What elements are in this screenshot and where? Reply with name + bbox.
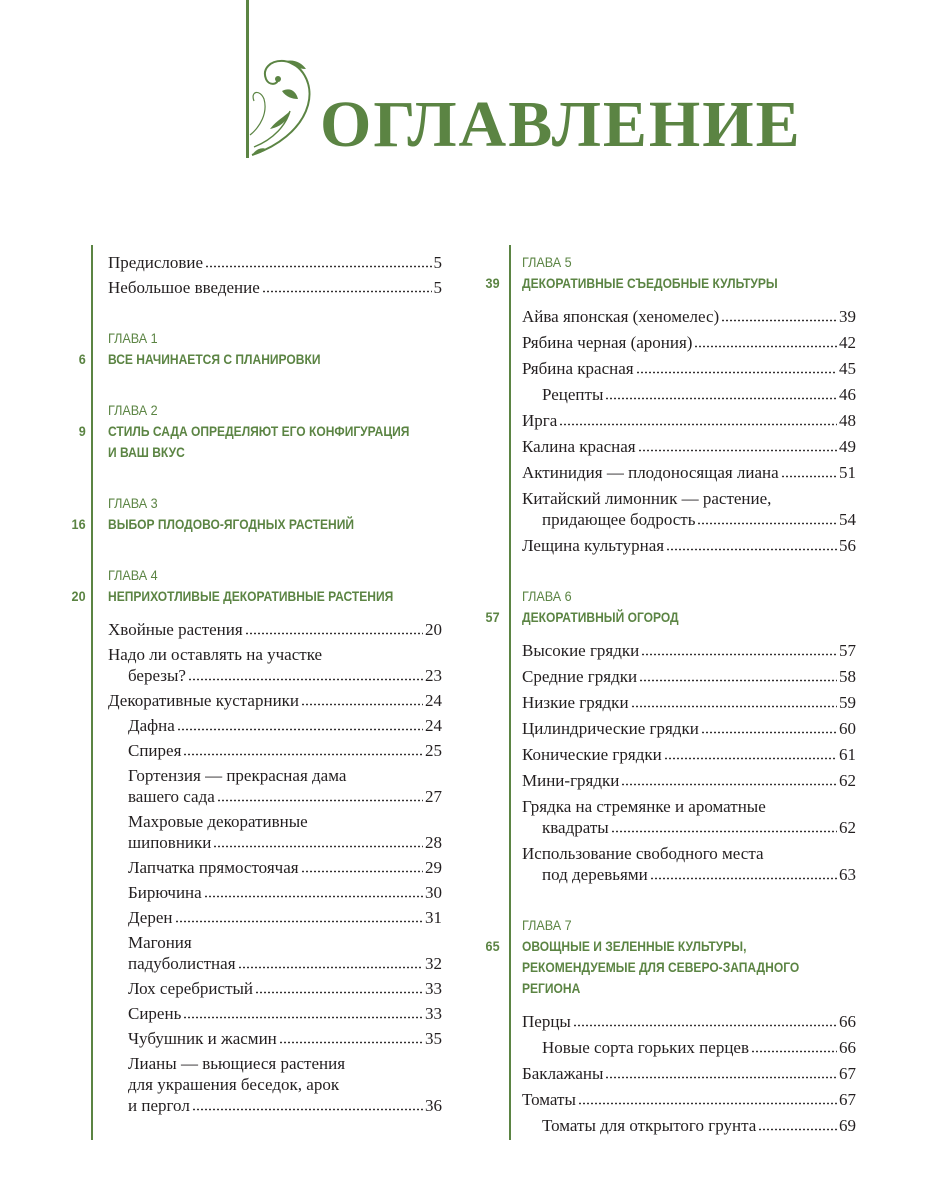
toc-entry-text: Айва японская (хеномелес) xyxy=(522,307,720,326)
dot-leader xyxy=(639,679,837,682)
dot-leader xyxy=(175,920,424,923)
toc-entry-text: Средние грядки xyxy=(522,667,638,686)
toc-entry-text: Лапчатка прямостоячая xyxy=(128,858,299,877)
dot-leader xyxy=(666,548,837,551)
floral-ornament-icon xyxy=(246,55,326,160)
dot-leader xyxy=(238,966,423,969)
toc-entry[interactable] xyxy=(108,619,442,640)
toc-entry-line xyxy=(522,410,856,431)
toc-entry-line xyxy=(522,1063,856,1084)
toc-entry[interactable] xyxy=(522,796,856,838)
toc-entry[interactable] xyxy=(108,857,442,878)
toc-entry[interactable] xyxy=(522,1011,856,1032)
toc-page-number: 58 xyxy=(839,667,856,686)
toc-entry[interactable] xyxy=(108,715,442,736)
toc-entry[interactable] xyxy=(522,1037,856,1058)
toc-entry-text: Перцы xyxy=(522,1012,571,1031)
toc-entry-line xyxy=(108,690,442,711)
chapter-heading[interactable] xyxy=(78,328,442,370)
toc-page-number: 54 xyxy=(839,510,856,529)
toc-entry[interactable] xyxy=(108,1028,442,1049)
toc-entry[interactable] xyxy=(522,462,856,483)
dot-leader xyxy=(192,1108,423,1111)
toc-entry-text: Хвойные растения xyxy=(108,620,243,639)
toc-entry-text: Предисловие xyxy=(108,253,204,272)
toc-page-number: 46 xyxy=(839,385,856,404)
toc-entry[interactable] xyxy=(522,744,856,765)
toc-page-number: 48 xyxy=(839,411,856,430)
toc-entry-line xyxy=(522,817,856,838)
toc-entry[interactable] xyxy=(522,306,856,327)
toc-entry-text: Бирючина xyxy=(128,883,202,902)
toc-entry-text: под деревьями xyxy=(542,865,648,884)
toc-entry-line xyxy=(522,692,856,713)
toc-entry-text: придающее бодрость xyxy=(542,510,696,529)
toc-entry-line xyxy=(128,907,442,928)
dot-leader xyxy=(721,319,837,322)
toc-entry[interactable] xyxy=(108,932,442,974)
toc-entry-text: Махровые декоративные xyxy=(128,812,308,831)
toc-entry-text: Сирень xyxy=(128,1004,182,1023)
chapter-label: ГЛАВА 5 xyxy=(522,254,572,270)
toc-page-number: 69 xyxy=(839,1116,856,1135)
dot-leader xyxy=(636,371,837,374)
toc-entry-text: Ирга xyxy=(522,411,558,430)
toc-page-number: 57 xyxy=(839,641,856,660)
toc-entry-text: Рябина красная xyxy=(522,359,634,378)
page-title: ОГЛАВЛЕНИЕ xyxy=(320,88,802,161)
toc-entry-text: Баклажаны xyxy=(522,1064,604,1083)
toc-entry[interactable] xyxy=(522,358,856,379)
toc-entry-text: Надо ли оставлять на участке xyxy=(108,645,323,664)
dot-leader xyxy=(204,895,423,898)
chapter-page-number: 6 xyxy=(78,351,86,367)
toc-entry-line xyxy=(522,332,856,353)
toc-page-number: 29 xyxy=(425,858,442,877)
dot-leader xyxy=(751,1050,837,1053)
toc-entry[interactable] xyxy=(108,765,442,807)
toc-entry[interactable] xyxy=(108,811,442,853)
dot-leader xyxy=(255,991,423,994)
toc-entry-line xyxy=(522,640,856,661)
toc-entry-line xyxy=(522,509,856,530)
toc-entry-text: Конические грядки xyxy=(522,745,662,764)
toc-entry-text: Чубушник и жасмин xyxy=(128,1029,277,1048)
chapter-label: ГЛАВА 1 xyxy=(108,330,158,346)
toc-entry-text: Небольшое введение xyxy=(108,278,260,297)
toc-entry-text: Декоративные кустарники xyxy=(108,691,300,710)
toc-entry-line xyxy=(522,864,856,885)
toc-entry[interactable] xyxy=(108,740,442,761)
chapter-page-number: 57 xyxy=(485,609,500,625)
dot-leader xyxy=(301,703,423,706)
toc-entry-line xyxy=(522,358,856,379)
toc-entry-line xyxy=(108,252,442,273)
dot-leader xyxy=(638,449,837,452)
toc-page-number: 66 xyxy=(839,1038,856,1057)
toc-entry[interactable] xyxy=(522,843,856,885)
dot-leader xyxy=(183,753,423,756)
toc-entry-line xyxy=(128,1003,442,1024)
toc-entry-line xyxy=(128,740,442,761)
toc-entry-text: Высокие грядки xyxy=(522,641,640,660)
chapter-title: ДЕКОРАТИВНЫЙ ОГОРОД xyxy=(522,609,679,625)
dot-leader xyxy=(758,1128,837,1131)
toc-page-number: 56 xyxy=(839,536,856,555)
dot-leader xyxy=(605,1076,837,1079)
toc-entry[interactable] xyxy=(522,384,856,405)
toc-entry-text: Цилиндрические грядки xyxy=(522,719,699,738)
chapter-page-number: 20 xyxy=(71,588,86,604)
toc-entry[interactable] xyxy=(522,1063,856,1084)
toc-entry-text: Китайский лимонник — растение, xyxy=(522,489,772,508)
chapter-title: РЕКОМЕНДУЕМЫЕ ДЛЯ СЕВЕРО-ЗАПАДНОГО xyxy=(522,959,800,975)
toc-page-number: 51 xyxy=(839,463,856,482)
toc-page-number: 59 xyxy=(839,693,856,712)
toc-page-number: 66 xyxy=(839,1012,856,1031)
toc-entry-text: Рябина черная (арония) xyxy=(522,333,693,352)
toc-page-number: 61 xyxy=(839,745,856,764)
toc-entry[interactable] xyxy=(108,277,442,298)
toc-entry-line xyxy=(522,436,856,457)
toc-page-number: 33 xyxy=(425,1004,442,1023)
toc-page-number: 33 xyxy=(425,979,442,998)
dot-leader xyxy=(573,1024,837,1027)
toc-entry-text: для украшения беседок, арок xyxy=(128,1075,340,1094)
chapter-label: ГЛАВА 6 xyxy=(522,588,572,604)
toc-entry[interactable] xyxy=(522,718,856,739)
chapter-heading[interactable] xyxy=(71,493,442,535)
toc-entry-line xyxy=(128,786,442,807)
toc-entry[interactable] xyxy=(108,907,442,928)
toc-entry-text: Дафна xyxy=(128,716,175,735)
toc-entry-text: Гортензия — прекрасная дама xyxy=(128,766,347,785)
dot-leader xyxy=(559,423,837,426)
dot-leader xyxy=(301,870,423,873)
toc-entry[interactable] xyxy=(522,332,856,353)
dot-leader xyxy=(205,265,431,268)
toc-entry-line xyxy=(522,718,856,739)
toc-entry-text: Спирея xyxy=(128,741,182,760)
toc-entry-text: Магония xyxy=(128,933,192,952)
toc-entry-line xyxy=(128,857,442,878)
toc-page-number: 35 xyxy=(425,1029,442,1048)
dot-leader xyxy=(188,678,423,681)
toc-entry-line xyxy=(522,306,856,327)
toc-entry-line xyxy=(542,384,856,405)
toc-entry-text: вашего сада xyxy=(128,787,215,806)
chapter-title: ОВОЩНЫЕ И ЗЕЛЕННЫЕ КУЛЬТУРЫ, xyxy=(522,938,747,954)
toc-page-number: 67 xyxy=(839,1064,856,1083)
toc-entry[interactable] xyxy=(108,978,442,999)
dot-leader xyxy=(781,475,837,478)
toc-page-number: 42 xyxy=(839,333,856,352)
chapter-title: ВСЕ НАЧИНАЕТСЯ С ПЛАНИРОВКИ xyxy=(108,351,321,367)
right-column-rule xyxy=(509,245,511,1140)
toc-entry-text: Лох серебристый xyxy=(128,979,254,998)
toc-entry[interactable] xyxy=(108,1053,442,1116)
toc-entry[interactable] xyxy=(522,1115,856,1136)
dot-leader xyxy=(694,345,837,348)
chapter-label: ГЛАВА 2 xyxy=(108,402,158,418)
toc-entry-text: падуболистная xyxy=(128,954,236,973)
toc-entry-text: Калина красная xyxy=(522,437,636,456)
toc-page-number: 39 xyxy=(839,307,856,326)
dot-leader xyxy=(701,731,837,734)
toc-page-number: 63 xyxy=(839,865,856,884)
dot-leader xyxy=(650,877,837,880)
toc-page-number: 62 xyxy=(839,818,856,837)
toc-entry-text: и пергол xyxy=(128,1096,190,1115)
toc-entry-text: Томаты для открытого грунта xyxy=(542,1116,757,1135)
toc-entry-text: Рецепты xyxy=(542,385,604,404)
toc-entry-text: березы? xyxy=(128,666,186,685)
dot-leader xyxy=(217,799,423,802)
toc-page-number: 25 xyxy=(425,741,442,760)
toc-entry-text: Новые сорта горьких перцев xyxy=(542,1038,749,1057)
dot-leader xyxy=(245,632,423,635)
toc-entry-text: Актинидия — плодоносящая лиана xyxy=(522,463,779,482)
toc-entry-line xyxy=(522,535,856,556)
toc-entry-line xyxy=(128,882,442,903)
dot-leader xyxy=(605,397,837,400)
toc-entry-text: шиповники xyxy=(128,833,212,852)
chapter-title: НЕПРИХОТЛИВЫЕ ДЕКОРАТИВНЫЕ РАСТЕНИЯ xyxy=(108,588,394,604)
dot-leader xyxy=(183,1016,423,1019)
toc-entry-line xyxy=(128,978,442,999)
toc-entry-line xyxy=(522,1011,856,1032)
dot-leader xyxy=(177,728,423,731)
toc-entry[interactable] xyxy=(108,1003,442,1024)
toc-entry[interactable] xyxy=(522,436,856,457)
toc-entry[interactable] xyxy=(522,1089,856,1110)
chapter-page-number: 16 xyxy=(71,516,86,532)
toc-entry[interactable] xyxy=(108,690,442,711)
toc-entry-text: Мини-грядки xyxy=(522,771,620,790)
toc-entry-line xyxy=(522,462,856,483)
chapter-title: ВЫБОР ПЛОДОВО-ЯГОДНЫХ РАСТЕНИЙ xyxy=(108,516,355,532)
toc-page-number: 45 xyxy=(839,359,856,378)
chapter-page-number: 39 xyxy=(485,275,500,291)
dot-leader xyxy=(262,290,432,293)
dot-leader xyxy=(641,653,837,656)
chapter-heading[interactable] xyxy=(71,565,442,607)
toc-entry-line xyxy=(128,1095,442,1116)
toc-entry-line xyxy=(522,770,856,791)
toc-page-number: 31 xyxy=(425,908,442,927)
toc-page-number: 28 xyxy=(425,833,442,852)
toc-entry-line xyxy=(108,277,442,298)
toc-page-number: 23 xyxy=(425,666,442,685)
toc-entry-line xyxy=(108,619,442,640)
dot-leader xyxy=(697,522,837,525)
toc-right-column xyxy=(485,252,856,1141)
toc-entry-text: Низкие грядки xyxy=(522,693,629,712)
toc-page-number: 32 xyxy=(425,954,442,973)
toc-page-number: 49 xyxy=(839,437,856,456)
toc-entry-line xyxy=(522,1089,856,1110)
toc-entry[interactable] xyxy=(108,644,442,686)
toc-page-number: 20 xyxy=(425,620,442,639)
chapter-page-number: 65 xyxy=(485,938,500,954)
chapter-title: РЕГИОНА xyxy=(522,980,581,996)
toc-page-number: 24 xyxy=(425,691,442,710)
toc-entry-line xyxy=(108,665,442,686)
toc-entry[interactable] xyxy=(522,488,856,530)
toc-entry[interactable] xyxy=(522,666,856,687)
dot-leader xyxy=(578,1102,837,1105)
dot-leader xyxy=(279,1041,423,1044)
toc-entry-line xyxy=(128,1028,442,1049)
chapter-label: ГЛАВА 7 xyxy=(522,917,572,933)
toc-page-number: 62 xyxy=(839,771,856,790)
toc-page-number: 30 xyxy=(425,883,442,902)
dot-leader xyxy=(621,783,837,786)
toc-entry-line xyxy=(128,953,442,974)
chapter-heading[interactable] xyxy=(485,252,856,294)
dot-leader xyxy=(213,845,423,848)
toc-entry-text: Дерен xyxy=(128,908,173,927)
chapter-page-number: 9 xyxy=(78,423,86,439)
toc-entry[interactable] xyxy=(522,535,856,556)
toc-page-number: 24 xyxy=(425,716,442,735)
toc-entry[interactable] xyxy=(522,770,856,791)
toc-entry-line xyxy=(522,744,856,765)
toc-page-number: 5 xyxy=(433,278,442,297)
toc-entry-text: Лещина культурная xyxy=(522,536,665,555)
toc-page-number: 60 xyxy=(839,719,856,738)
chapter-title: И ВАШ ВКУС xyxy=(108,444,185,460)
chapter-heading[interactable] xyxy=(485,586,856,628)
toc-entry[interactable] xyxy=(108,252,442,273)
toc-entry-line xyxy=(128,715,442,736)
toc-entry[interactable] xyxy=(522,640,856,661)
toc-page-number: 5 xyxy=(433,253,442,272)
dot-leader xyxy=(664,757,837,760)
chapter-heading[interactable] xyxy=(78,400,442,463)
dot-leader xyxy=(631,705,837,708)
chapter-heading[interactable] xyxy=(485,915,856,999)
toc-entry[interactable] xyxy=(522,692,856,713)
toc-entry[interactable] xyxy=(108,882,442,903)
toc-entry-text: Использование свободного места xyxy=(522,844,764,863)
chapter-title: СТИЛЬ САДА ОПРЕДЕЛЯЮТ ЕГО КОНФИГУРАЦИЯ xyxy=(108,423,410,439)
left-column-rule xyxy=(91,245,93,1140)
toc-left-column xyxy=(71,252,442,1120)
chapter-label: ГЛАВА 3 xyxy=(108,495,158,511)
toc-entry-text: Грядка на стремянке и ароматные xyxy=(522,797,766,816)
chapter-label: ГЛАВА 4 xyxy=(108,567,158,583)
toc-page-number: 67 xyxy=(839,1090,856,1109)
toc-entry-line xyxy=(542,1115,856,1136)
toc-entry[interactable] xyxy=(522,410,856,431)
toc-entry-text: Томаты xyxy=(522,1090,576,1109)
toc-entry-line xyxy=(128,832,442,853)
toc-page-number: 36 xyxy=(425,1096,442,1115)
toc-entry-line xyxy=(542,1037,856,1058)
chapter-title: ДЕКОРАТИВНЫЕ СЪЕДОБНЫЕ КУЛЬТУРЫ xyxy=(522,275,778,291)
toc-entry-text: Лианы — вьющиеся растения xyxy=(128,1054,346,1073)
toc-entry-text: квадраты xyxy=(542,818,609,837)
toc-page-number: 27 xyxy=(425,787,442,806)
dot-leader xyxy=(611,830,837,833)
toc-entry-line xyxy=(522,666,856,687)
